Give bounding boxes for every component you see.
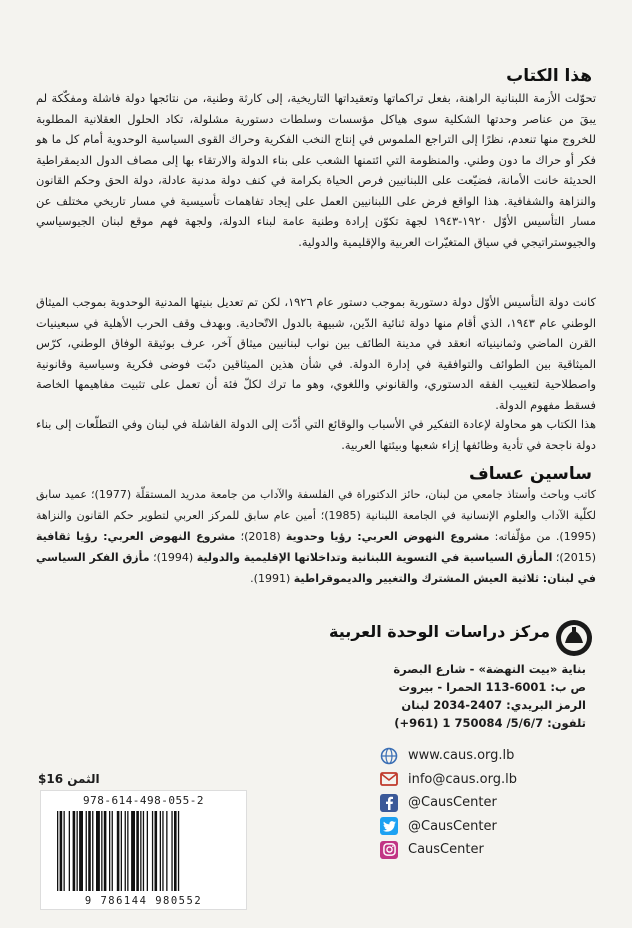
author-name: ساسين عساف <box>468 464 592 484</box>
contact-instagram-text: CausCenter <box>408 842 484 858</box>
author-book-2-year: (2015)؛ <box>552 551 596 564</box>
instagram-icon <box>380 841 398 859</box>
contact-facebook-text: @CausCenter <box>408 795 497 811</box>
contact-twitter-text: @CausCenter <box>408 818 497 834</box>
about-paragraph-3: هذا الكتاب هو محاولة لإعادة التفكير في الأسباب والوقائع التي أدّت إلى الدولة الفاشلة في لبنان وفي التطلّعات إلى بناء دولة ناجحة في تأدية وظائفها إزاء شعبها وبيئتها العربية. <box>36 417 596 452</box>
author-book-4-year: (1991). <box>250 572 294 585</box>
isbn-number: 978-614-498-055-2 <box>82 794 205 807</box>
author-bio-intro: كاتب وباحث وأستاذ جامعي من لبنان، حائز الدكتوراة في الفلسفة والآداب من جامعة مدريد المستقلّة (1977)؛ عميد سابق لكلّية الآداب والعلوم الإنسانية في الجامعة اللبنانية (1985)؛ أمين عام سابق للمركز العربي لتطوير حكم القانون والنزاهة (1995). من مؤلّفاته: <box>36 488 596 543</box>
twitter-icon <box>380 817 398 835</box>
author-bio <box>36 484 596 589</box>
publisher-phone: تلفون: 5/6/7/ 750084 1 (961+) <box>394 716 586 730</box>
about-paragraph-2: كانت دولة التأسيس الأوّل دولة دستورية بموجب دستور عام ١٩٢٦، لكن تم تعديل بنيتها المدنية الوحدوية بموجب الميثاق الوطني عام ١٩٤٣، الذي أقام منها دولة ثنائية الدّين، شبيهة بالدول الاتّحادية. وبهدف وقف الحرب الأهلية في سبعينيات القرن الماضي وثمانينياته انعقد في مدينة الطائف بين نواب لبنانيين ميثاق آخر، عرف بوثيقة الوفاق الوطني، كرّس الميثاقية بين الطوائف والتوافقية في إدارة الدولة. في شأن هذين الميثاقين دبّت فوضى فكرية وسياسية وقانونية واصطلاحية لتغييب الفقه الدستوري، والقانوني واللغوي، وهو ما ترك لكلّ فئة أن تعمل على تثبيت مفاهيمها الخاصة فسقط مفهوم الدولة. <box>36 295 596 412</box>
barcode-digits: 9 786144 980552 <box>84 895 203 907</box>
email-icon <box>380 770 398 788</box>
globe-icon <box>380 747 398 765</box>
contact-email[interactable] <box>380 768 517 792</box>
author-book-3: المأزق السياسية في التسوية اللبنانية وتداخلاتها الإقليمية والدولية <box>196 551 553 564</box>
author-book-1-year: (2018)؛ <box>235 530 286 543</box>
contact-email-text: info@caus.org.lb <box>408 771 517 787</box>
publisher-logo-icon <box>554 618 594 658</box>
contact-website-text: www.caus.org.lb <box>408 748 515 764</box>
author-book-2: مشروع النهوض العربي: رؤيا ثقافية <box>36 530 236 543</box>
publisher-postal-code: الرمز البريدي: 2407-2034 لبنان <box>401 698 586 712</box>
price: الثمن 16$ <box>38 772 100 786</box>
publisher-block <box>314 618 594 732</box>
facebook-icon <box>380 794 398 812</box>
contact-website[interactable] <box>380 744 517 768</box>
publisher-address: بناية «بيت النهضة» - شارع البصرة <box>393 662 586 676</box>
contact-facebook[interactable] <box>380 791 517 815</box>
about-title: هذا الكتاب <box>506 66 592 86</box>
isbn-barcode <box>40 790 247 910</box>
barcode-bars <box>57 811 231 891</box>
author-book-3-year: (1994)؛ <box>149 551 197 564</box>
publisher-name: مركز دراسات الوحدة العربية <box>328 622 550 641</box>
contact-instagram[interactable] <box>380 838 517 862</box>
contact-list <box>380 744 517 862</box>
author-book-4: مأزق الفكر السياسي في لبنان: ثلاثية العيش المشترك والتغيير والديموقراطية <box>36 551 596 585</box>
contact-twitter[interactable] <box>380 815 517 839</box>
publisher-pobox: ص ب: 6001-113 الحمرا - بيروت <box>398 680 586 694</box>
about-paragraph-1: تحوّلت الأزمة اللبنانية الراهنة، بفعل تراكماتها وتعقيداتها التاريخية، إلى كارثة وطنية، من نتائجها دولة فاشلة ومفكّكة لم يبقَ من عناصر وحدتها الشكلية سوى هياكل مؤسسات وسلطات دستورية مشلولة، تكاد الحلول العقلانية المطلوبة للخروج منها تنعدم، نظرًا إلى التراجع الملموس في إنتاج النخب الفكرية وحراك القوى السياسية الوحدوية أمام كل ما هو فكر أو حراك ما دون وطني. والمنظومة التي ائتمنها الشعب على بناء الدولة والارتقاء بها إلى مصاف الدول الديمقراطية الحديثة خانت الأمانة، فضيّعت على اللبنانيين فرص الحياة بكرامة في كنف دولة مدنية عادلة، دولة الحق وحكم القانون والنزاهة والشفافية. هذا الواقع فرض على اللبنانيين العمل على إيجاد تفاهمات تأسيسية في مسار تاريخي مختلف عن مسار التأسيس الأوّل ١٩٢٠-١٩٤٣ لجهة تكوّن إرادة وطنية عامة لبناء الدولة، ولجهة فهم موقع لبنان الجيوسياسي والجيوستراتيجي في سياق المتغيّرات العربية والإقليمية والدولية. <box>36 91 596 249</box>
author-book-1: مشروع النهوض العربي: رؤيا وحدوية <box>285 530 490 543</box>
